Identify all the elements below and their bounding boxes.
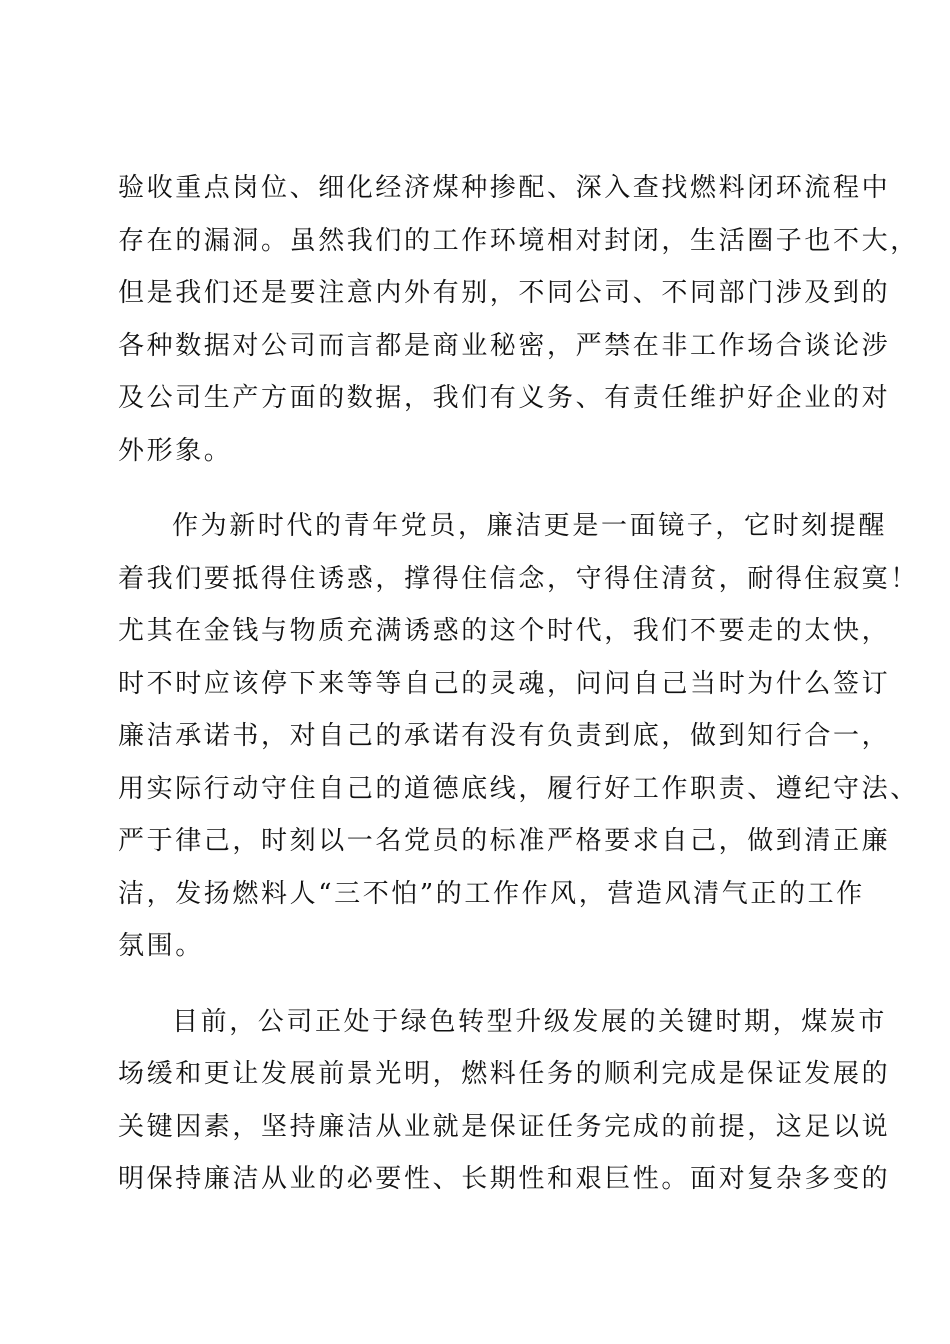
text-line: 关键因素，坚持廉洁从业就是保证任务完成的前提，这足以说: [118, 1111, 891, 1142]
text-line: 存在的漏洞。虽然我们的工作环境相对封闭，生活圈子也不大，: [118, 225, 919, 256]
paragraph-gap: [118, 973, 858, 996]
text-line: 但是我们还是要注意内外有别，不同公司、不同部门涉及到的: [118, 278, 891, 308]
text-line: 作为新时代的青年党员，廉洁更是一面镜子，它时刻提醒: [172, 511, 888, 541]
paragraph-2: [118, 500, 919, 973]
paragraph-3: [118, 996, 891, 1206]
text-line: 外形象。: [118, 435, 233, 466]
text-line: 氛围。: [118, 931, 204, 961]
text-line: 各种数据对公司而言都是商业秘密，严禁在非工作场合谈论涉: [118, 330, 891, 361]
text-line: 时不时应该停下来等等自己的灵魂，问问自己当时为什么签订: [118, 668, 891, 699]
document-body: [118, 162, 919, 1206]
text-line: 场缓和更让发展前景光明，燃料任务的顺利完成是保证发展的: [118, 1059, 891, 1089]
text-line: 尤其在金钱与物质充满诱惑的这个时代，我们不要走的太快，: [118, 616, 891, 646]
text-line: 着我们要抵得住诱惑，撑得住信念，守得住清贫，耐得住寂寞！: [118, 563, 919, 594]
text-line: 用实际行动守住自己的道德底线，履行好工作职责、遵纪守法、: [118, 773, 919, 804]
text-line: 目前，公司正处于绿色转型升级发展的关键时期，煤炭市: [172, 1006, 888, 1037]
text-line: 严于律己，时刻以一名党员的标准严格要求自己，做到清正廉: [118, 826, 891, 856]
paragraph-gap: [118, 477, 858, 500]
text-line: 及公司生产方面的数据，我们有义务、有责任维护好企业的对: [118, 383, 891, 413]
text-line: 廉洁承诺书，对自己的承诺有没有负责到底，做到知行合一，: [118, 721, 891, 751]
text-line: 验收重点岗位、细化经济煤种掺配、深入查找燃料闭环流程中: [118, 173, 891, 203]
text-line: 洁，发扬燃料人“三不怕”的工作作风，营造风清气正的工作: [118, 878, 865, 909]
text-line: 明保持廉洁从业的必要性、长期性和艰巨性。面对复杂多变的: [118, 1164, 891, 1194]
paragraph-1: [118, 162, 919, 477]
